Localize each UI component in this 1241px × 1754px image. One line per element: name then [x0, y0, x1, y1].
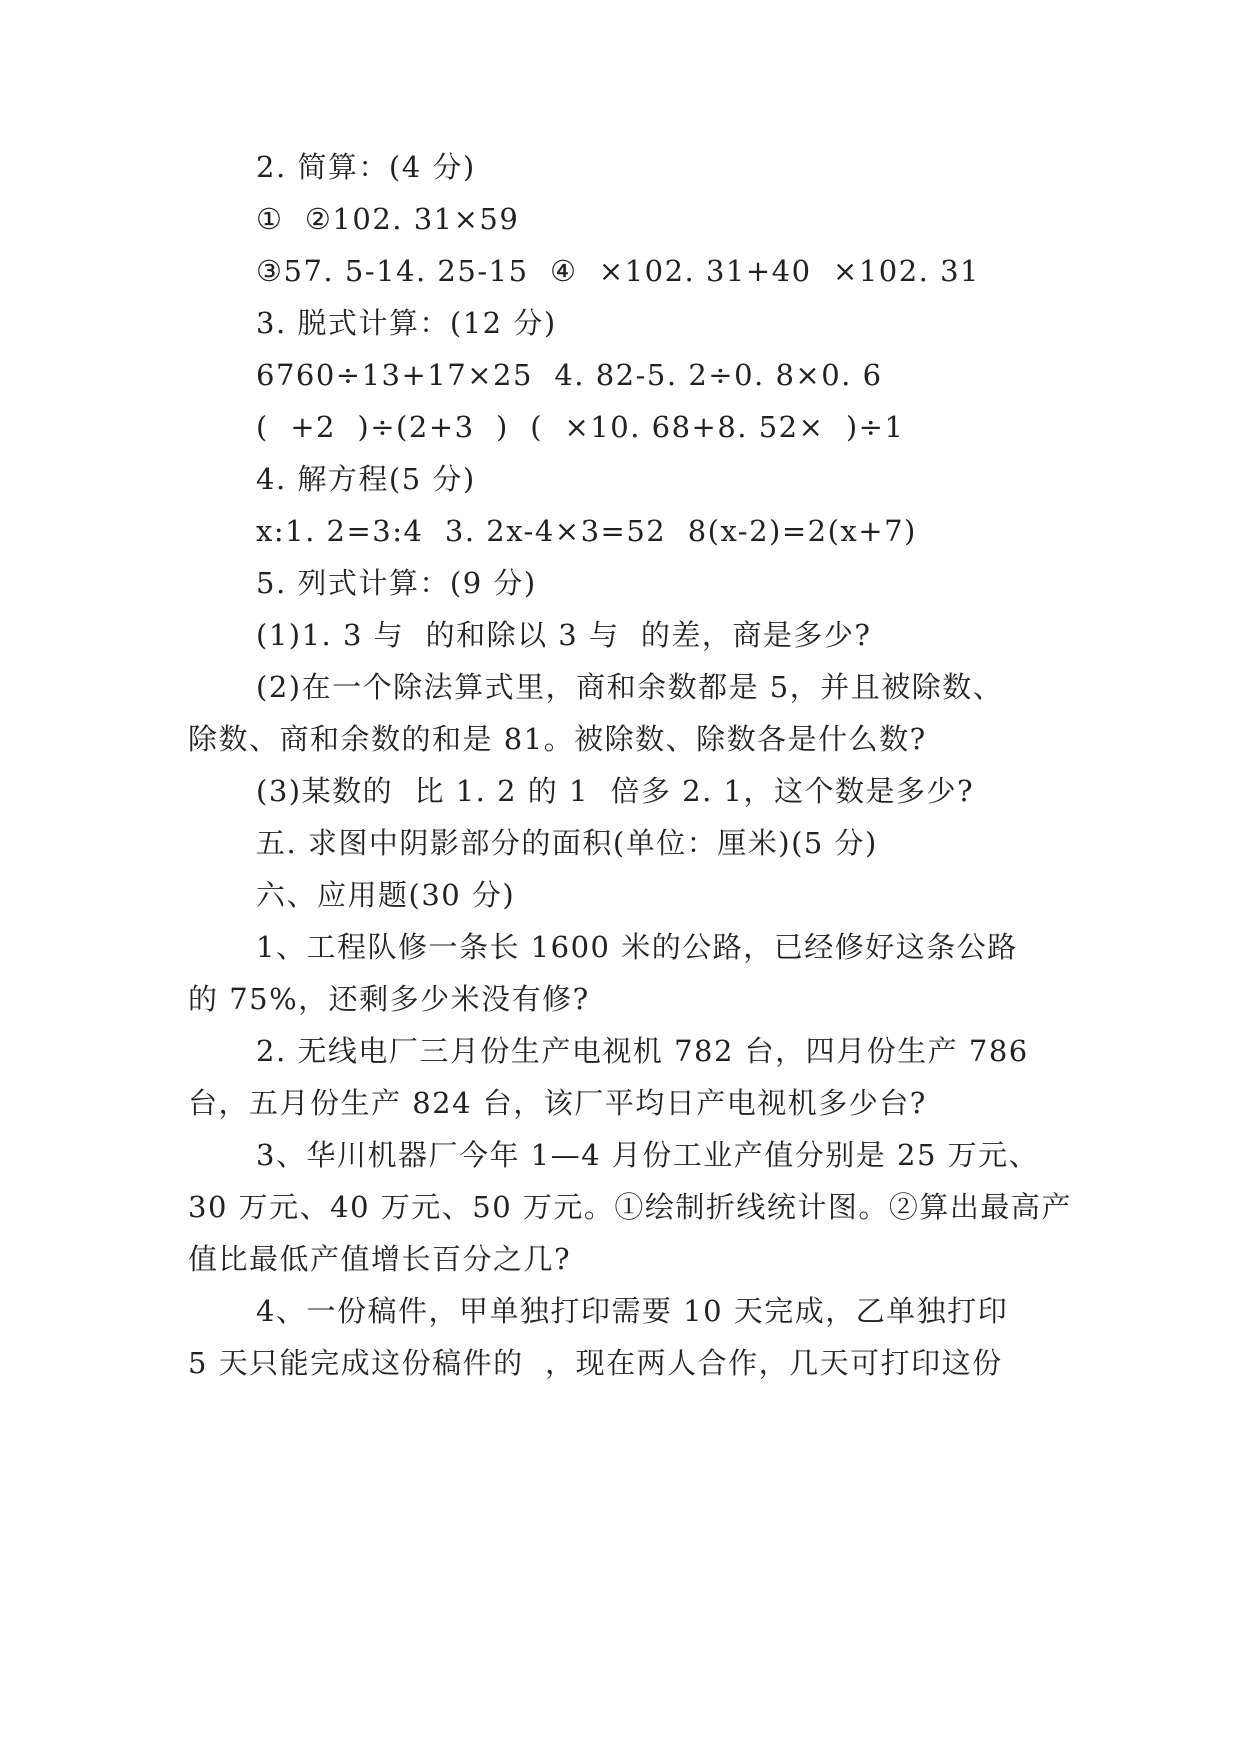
section-2-heading: 2. 简算：(4 分)	[256, 150, 476, 184]
application-4-line-2: 5 天只能完成这份稿件的 ，现在两人合作，几天可打印这份	[188, 1346, 1003, 1380]
word-problem-1: (1)1. 3 与 的和除以 3 与 的差，商是多少?	[256, 618, 872, 652]
application-1-line-1: 1、工程队修一条长 1600 米的公路，已经修好这条公路	[256, 930, 1018, 964]
simplify-problems-1-2: ① ②102. 31×59	[256, 202, 520, 236]
calc-problems-row-1: 6760÷13+17×25 4. 82-5. 2÷0. 8×0. 6	[256, 358, 883, 392]
application-2-line-2: 台，五月份生产 824 台，该厂平均日产电视机多少台?	[188, 1086, 927, 1120]
application-4-line-1: 4、一份稿件，甲单独打印需要 10 天完成，乙单独打印	[256, 1294, 1009, 1328]
application-3-line-1: 3、华川机器厂今年 1—4 月份工业产值分别是 25 万元、	[256, 1138, 1040, 1172]
simplify-problems-3-4: ③57. 5-14. 25-15 ④ ×102. 31+40 ×102. 31	[256, 254, 981, 288]
word-problem-2-line-1: (2)在一个除法算式里，商和余数都是 5，并且被除数、	[256, 670, 1004, 704]
equations-row: x:1. 2=3:4 3. 2x-4×3=52 8(x-2)=2(x+7)	[256, 514, 917, 548]
application-3-line-2: 30 万元、40 万元、50 万元。①绘制折线统计图。②算出最高产	[188, 1190, 1072, 1224]
section-4-heading: 4. 解方程(5 分)	[256, 462, 476, 496]
word-problem-3: (3)某数的 比 1. 2 的 1 倍多 2. 1，这个数是多少?	[256, 774, 974, 808]
word-problem-2-line-2: 除数、商和余数的和是 81。被除数、除数各是什么数?	[188, 722, 927, 756]
calc-problems-row-2: ( +2 )÷(2+3 ) ( ×10. 68+8. 52× )÷1	[256, 410, 905, 444]
section-5-heading: 5. 列式计算：(9 分)	[256, 566, 537, 600]
section-six-heading: 六、应用题(30 分)	[256, 878, 516, 912]
application-2-line-1: 2. 无线电厂三月份生产电视机 782 台，四月份生产 786	[256, 1034, 1029, 1068]
application-1-line-2: 的 75%，还剩多少米没有修?	[188, 982, 590, 1016]
section-3-heading: 3. 脱式计算：(12 分)	[256, 306, 557, 340]
section-five-heading: 五. 求图中阴影部分的面积(单位：厘米)(5 分)	[256, 826, 878, 860]
application-3-line-3: 值比最低产值增长百分之几?	[188, 1242, 572, 1276]
